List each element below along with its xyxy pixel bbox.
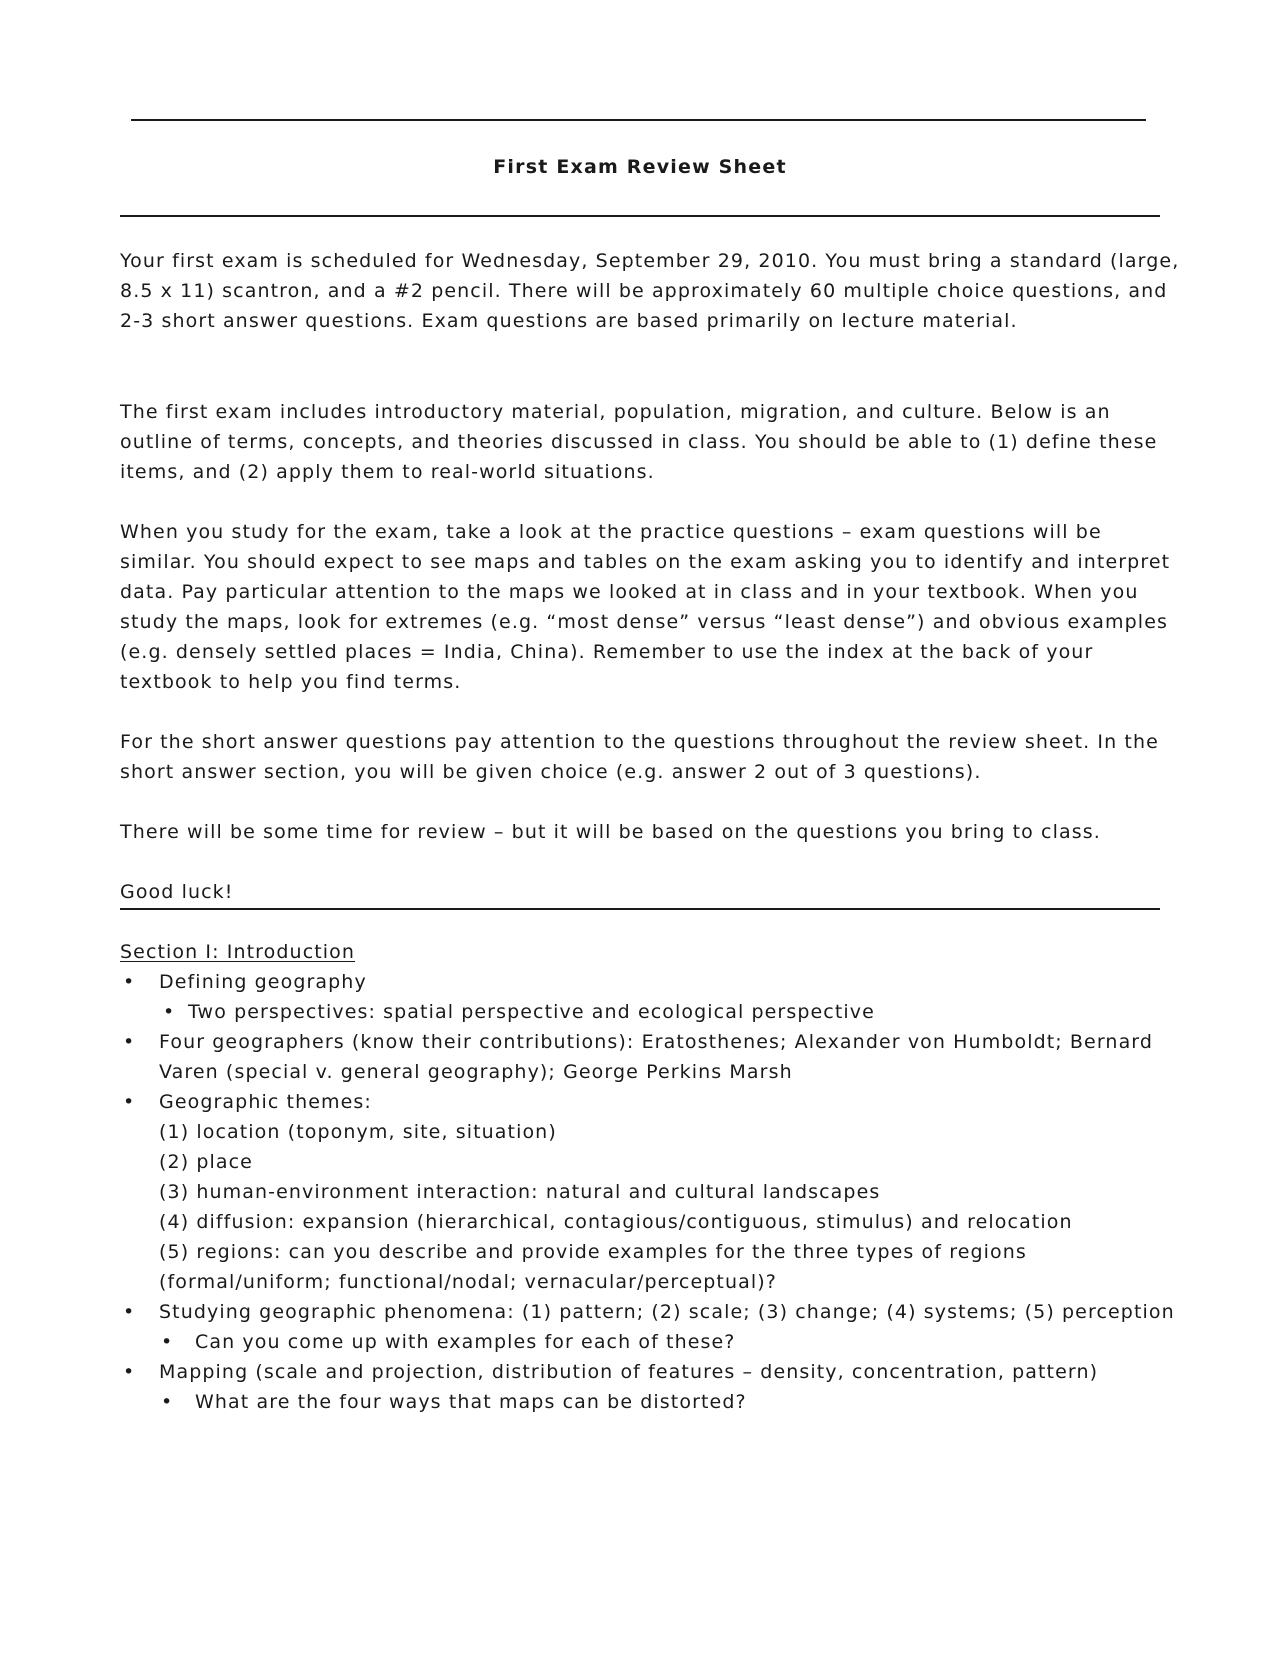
paragraph-good-luck: Good luck! [120, 881, 234, 903]
bullet-icon: • [123, 971, 136, 993]
item-geographic-phenomena: Studying geographic phenomena: (1) pattern; (2) scale; (3) change; (4) systems; (5) perception [159, 1301, 1175, 1323]
section-heading: Section I: Introduction [120, 941, 356, 963]
bullet-icon: • [123, 1361, 136, 1383]
item-four-geographers: Four geographers (know their contributions): Eratosthenes; Alexander von Humboldt; Bernard Varen (special v. general geography); George Perkins Marsh [159, 1031, 1154, 1083]
sub-list-item [120, 997, 1180, 1027]
list-item [120, 1027, 1180, 1087]
section-1-outline [120, 937, 1180, 1417]
sub-list-item [120, 1327, 1180, 1357]
item-two-perspectives: Two perspectives: spatial perspective and ecological perspective [188, 1001, 875, 1023]
bullet-icon: • [123, 1031, 136, 1053]
list-item [120, 1297, 1180, 1327]
title-divider [120, 215, 1160, 217]
bullet-icon: • [123, 1091, 136, 1113]
bullet-icon: • [163, 1001, 176, 1023]
sub-list-item [120, 1387, 1180, 1417]
paragraph-exam-content: The first exam includes introductory material, population, migration, and culture. Below is an outline of terms, concepts, and theories discussed in class. You should be able to (1) define these items, and (2) apply them to real-world situations. [120, 401, 1158, 483]
list-item [120, 1087, 1180, 1117]
theme-human-environment: (3) human-environment interaction: natural and cultural landscapes [159, 1181, 881, 1203]
item-mapping-question: What are the four ways that maps can be distorted? [195, 1391, 747, 1413]
bullet-icon: • [123, 1301, 136, 1323]
theme-location: (1) location (toponym, site, situation) [159, 1121, 557, 1143]
list-item [120, 967, 1180, 997]
section-divider [120, 908, 1160, 910]
bullet-icon: • [161, 1391, 174, 1413]
theme-diffusion: (4) diffusion: expansion (hierarchical, contagious/contiguous, stimulus) and relocation [159, 1211, 1073, 1233]
top-rule [131, 119, 1146, 121]
paragraph-exam-schedule: Your first exam is scheduled for Wednesday, September 29, 2010. You must bring a standard (large, 8.5 x 11) scantron, and a #2 pencil. There will be approximately 60 multiple choice questions, and 2-3 short answer questions. Exam questions are based primarily on lecture material. [120, 250, 1180, 332]
theme-place: (2) place [159, 1151, 253, 1173]
list-item [120, 1357, 1180, 1387]
item-defining-geography: Defining geography [159, 971, 367, 993]
item-phenomena-question: Can you come up with examples for each of these? [195, 1331, 736, 1353]
theme-regions: (5) regions: can you describe and provide examples for the three types of regions (formal/uniform; functional/nodal; vernacular/perceptual)? [159, 1241, 1027, 1293]
document-title: First Exam Review Sheet [493, 156, 787, 178]
item-mapping: Mapping (scale and projection, distribution of features – density, concentration, pattern) [159, 1361, 1099, 1383]
paragraph-review-time: There will be some time for review – but it will be based on the questions you bring to class. [120, 821, 1101, 843]
item-geographic-themes: Geographic themes: [159, 1091, 372, 1113]
paragraph-study-tips: When you study for the exam, take a look at the practice questions – exam questions will be similar. You should expect to see maps and tables on the exam asking you to identify and interpret data. Pay particular attention to the maps we looked at in class and in your textbook. When you study the maps, look for extremes (e.g. “most dense” versus “least dense”) and obvious examples (e.g. densely settled places = India, China). Remember to use the index at the back of your textbook to help you find terms. [120, 521, 1171, 693]
bullet-icon: • [161, 1331, 174, 1353]
paragraph-short-answer: For the short answer questions pay attention to the questions throughout the review sheet. In the short answer section, you will be given choice (e.g. answer 2 out of 3 questions). [120, 731, 1159, 783]
